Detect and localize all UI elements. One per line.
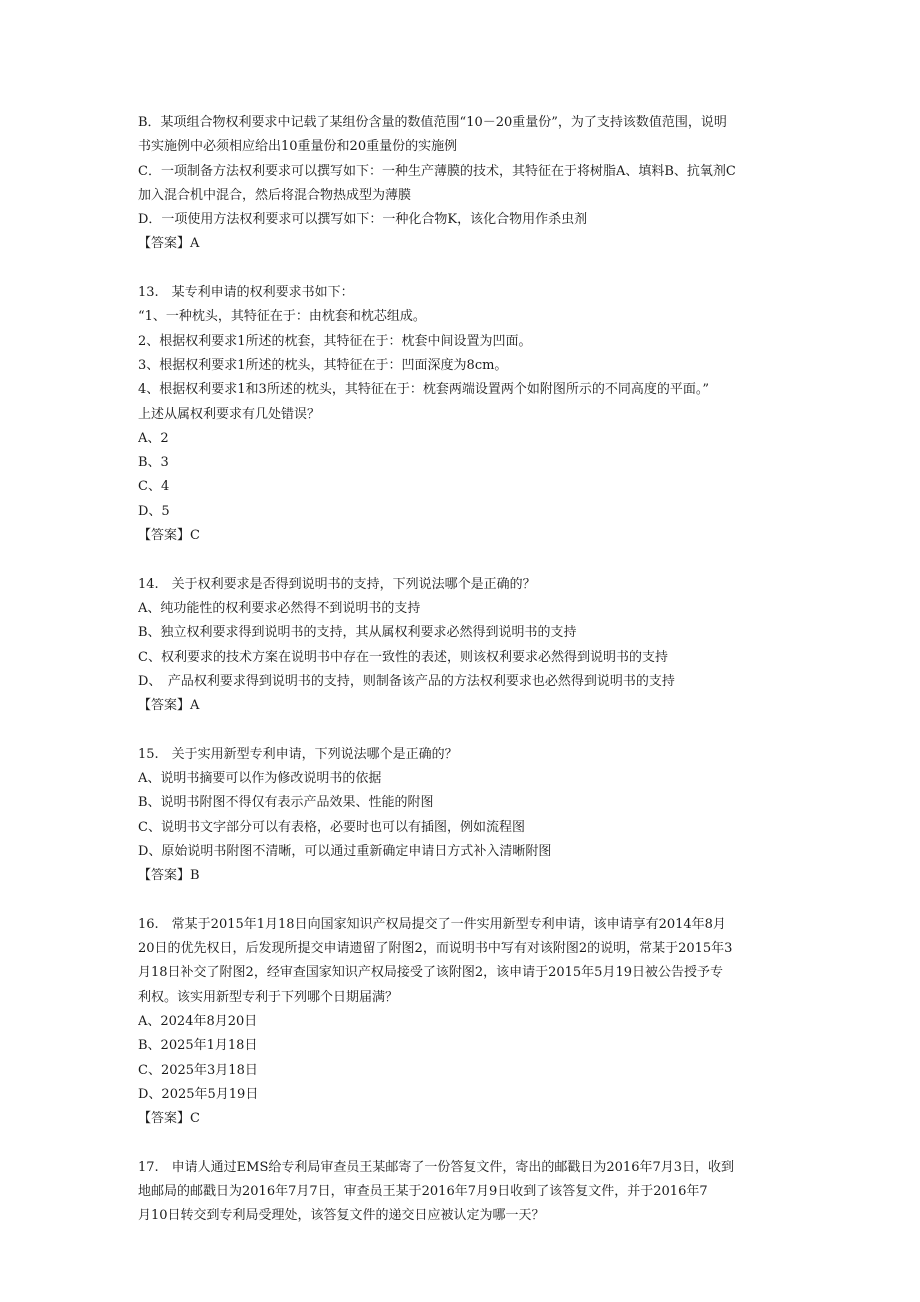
option-c-line-2: 加入混合机中混合，然后将混合物热成型为薄膜	[138, 187, 412, 203]
option-d: D、原始说明书附图不清晰，可以通过重新确定申请日方式补入清晰附图	[138, 843, 552, 859]
spacer	[138, 257, 788, 281]
option-b: B、说明书附图不得仅有表示产品效果、性能的附图	[138, 795, 434, 811]
answer: 【答案】A	[138, 698, 200, 714]
answer: 【答案】C	[138, 1111, 200, 1127]
question-stem-line-4: 利权。该实用新型专利于下列哪个日期届满？	[138, 989, 399, 1005]
question-stem-line-2: 20日的优先权日，后发现所提交申请遗留了附图2，而说明书中写有对该附图2的说明，常某于2015年3	[138, 941, 733, 957]
question-15	[138, 743, 788, 889]
claim-2: 2、根据权利要求1所述的枕套，其特征在于：枕套中间设置为凹面。	[138, 333, 532, 349]
question-stem-line-3: 月10日转交到专利局受理处，该答复文件的递交日应被认定为哪一天？	[138, 1208, 545, 1224]
question-14	[138, 573, 788, 719]
spacer	[138, 718, 788, 742]
option-c: C、4	[138, 479, 170, 495]
question-stem-line-1: 16. 常某于2015年1月18日向国家知识产权局提交了一件实用新型专利申请，该申请享有2014年8月	[138, 916, 726, 932]
answer: 【答案】C	[138, 528, 200, 544]
option-b: B、3	[138, 455, 169, 471]
question-12-continuation	[138, 111, 788, 257]
option-c: C、2025年3月18日	[138, 1062, 258, 1078]
question-stem-line-3: 月18日补交了附图2，经审查国家知识产权局接受了该附图2，该申请于2015年5月19日被公告授予专	[138, 965, 723, 981]
spacer	[138, 548, 788, 572]
option-c: C、说明书文字部分可以有表格，必要时也可以有插图，例如流程图	[138, 819, 525, 835]
claim-3: 3、根据权利要求1所述的枕头，其特征在于：凹面深度为8cm。	[138, 357, 508, 373]
option-b: B、2025年1月18日	[138, 1038, 258, 1054]
question-text: 上述从属权利要求有几处错误？	[138, 406, 321, 422]
option-b: B、独立权利要求得到说明书的支持，其从属权利要求必然得到说明书的支持	[138, 625, 577, 641]
option-d: D、 产品权利要求得到说明书的支持，则制备该产品的方法权利要求也必然得到说明书的支持	[138, 673, 675, 689]
question-stem-line-1: 17. 申请人通过EMS给专利局审查员王某邮寄了一份答复文件，寄出的邮戳日为2016年7月3日，收到	[138, 1159, 735, 1175]
claim-4: 4、根据权利要求1和3所述的枕头，其特征在于：枕套两端设置两个如附图所示的不同高度的平面。”	[138, 382, 709, 398]
option-a: A、2	[138, 430, 169, 446]
question-stem-line-2: 地邮局的邮戳日为2016年7月7日，审查员王某于2016年7月9日收到了该答复文件，并于2016年7	[138, 1184, 708, 1200]
option-a: A、说明书摘要可以作为修改说明书的依据	[138, 771, 382, 787]
question-stem: 15. 关于实用新型专利申请，下列说法哪个是正确的？	[138, 746, 458, 762]
claim-1: “1、一种枕头，其特征在于：由枕套和枕芯组成。	[138, 309, 426, 325]
question-13	[138, 281, 788, 548]
option-d: D、5	[138, 503, 170, 519]
question-17	[138, 1156, 788, 1229]
option-a: A、纯功能性的权利要求必然得不到说明书的支持	[138, 600, 421, 616]
question-16	[138, 913, 788, 1132]
option-b-line-1: B．某项组合物权利要求中记载了某组份含量的数值范围“10－20重量份”，为了支持该数值范围，说明	[138, 115, 727, 130]
option-d: D、2025年5月19日	[138, 1086, 259, 1102]
option-c: C、权利要求的技术方案在说明书中存在一致性的表述，则该权利要求必然得到说明书的支持	[138, 649, 668, 665]
spacer	[138, 889, 788, 913]
spacer	[138, 1131, 788, 1155]
option-a: A、2024年8月20日	[138, 1013, 258, 1029]
answer: 【答案】B	[138, 868, 200, 884]
option-c-line-1: C．一项制备方法权利要求可以撰写如下：一种生产薄膜的技术，其特征在于将树脂A、填料B、抗氧剂C	[138, 163, 736, 179]
question-stem: 14. 关于权利要求是否得到说明书的支持，下列说法哪个是正确的？	[138, 576, 536, 592]
document-content	[138, 111, 788, 1229]
option-d: D．一项使用方法权利要求可以撰写如下：一种化合物K，该化合物用作杀虫剂	[138, 212, 588, 228]
option-b-line-2: 书实施例中必须相应给出10重量份和20重量份的实施例	[138, 139, 458, 155]
answer: 【答案】A	[138, 236, 200, 252]
question-stem: 13. 某专利申请的权利要求书如下：	[138, 285, 354, 301]
